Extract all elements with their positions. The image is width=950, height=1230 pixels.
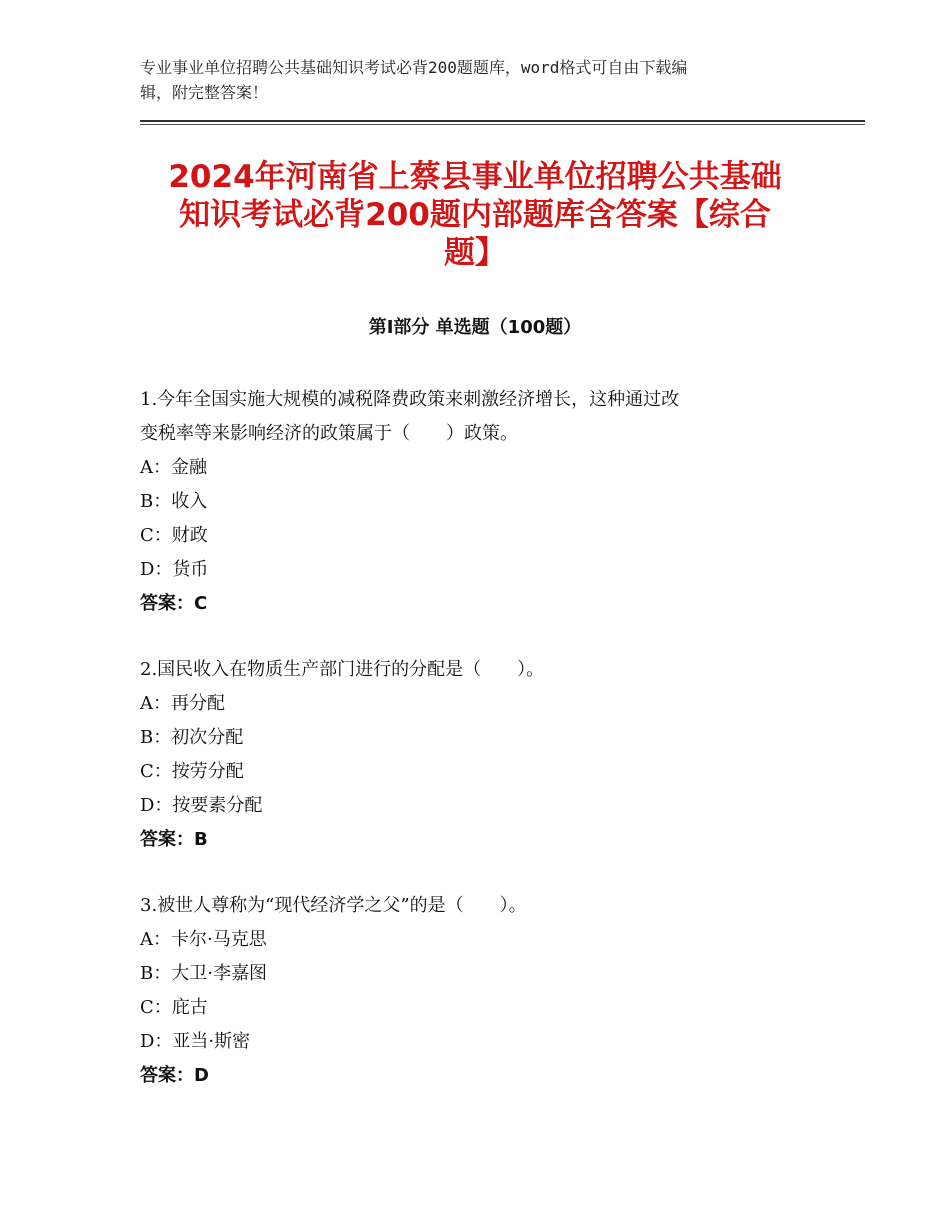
- question-option: A：金融: [140, 457, 207, 478]
- question-answer: 答案：B: [140, 829, 208, 850]
- question-answer: 答案：C: [140, 593, 208, 614]
- document-title-line: 题】: [444, 235, 506, 271]
- header-note: [140, 55, 800, 105]
- header-note-line: 专业事业单位招聘公共基础知识考试必背200题题库，word格式可自由下载编: [140, 58, 688, 77]
- question-option: A：再分配: [140, 693, 225, 714]
- question-option: C：庇古: [140, 997, 208, 1018]
- question-option: C：财政: [140, 525, 208, 546]
- question-answer: 答案：D: [140, 1065, 209, 1086]
- header-divider: [140, 120, 865, 122]
- question-stem-continued: 变税率等来影响经济的政策属于（ ）政策。: [140, 423, 518, 444]
- document-title: [140, 158, 810, 272]
- question-stem: 1.今年全国实施大规模的减税降费政策来刺激经济增长，这种通过改: [140, 389, 680, 410]
- section-heading: 第Ⅰ部分 单选题（100题）: [368, 317, 582, 338]
- question-item: [140, 653, 800, 857]
- question-option: A：卡尔·马克思: [140, 929, 267, 950]
- header-note-line: 辑，附完整答案！: [140, 83, 269, 102]
- document-title-line: 2024年河南省上蔡县事业单位招聘公共基础: [168, 159, 782, 195]
- document-title-line: 知识考试必背200题内部题库含答案【综合: [179, 197, 771, 233]
- question-option: B：初次分配: [140, 727, 244, 748]
- header-divider-thin: [140, 124, 865, 125]
- question-option: C：按劳分配: [140, 761, 244, 782]
- question-item: [140, 889, 800, 1093]
- question-option: D：亚当·斯密: [140, 1031, 251, 1052]
- question-option: B：大卫·李嘉图: [140, 963, 267, 984]
- question-stem: 3.被世人尊称为“现代经济学之父”的是（ ）。: [140, 895, 527, 916]
- question-item: [140, 383, 800, 621]
- question-stem: 2.国民收入在物质生产部门进行的分配是（ ）。: [140, 659, 545, 680]
- question-option: B：收入: [140, 491, 208, 512]
- question-option: D：货币: [140, 559, 209, 580]
- question-list: [140, 383, 800, 1125]
- question-option: D：按要素分配: [140, 795, 263, 816]
